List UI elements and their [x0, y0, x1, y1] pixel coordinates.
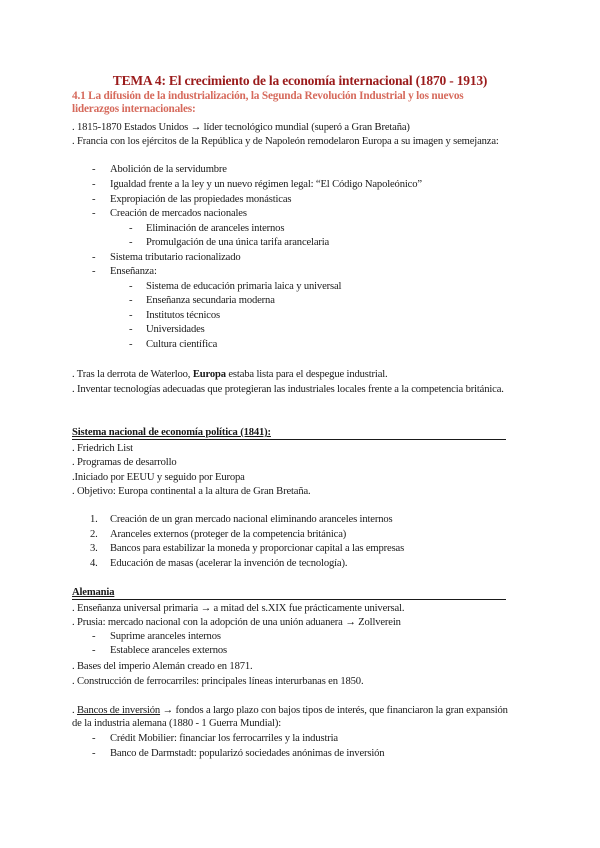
list-item: Sistema tributario racionalizado: [110, 252, 241, 263]
bullet-dash: -: [92, 631, 96, 642]
sistema-line: . Friedrich List: [72, 443, 133, 454]
section-subtitle: 4.1 La difusión de la industrialización, la Segunda Revolución Industrial y los nuevos liderazgos internacionales:: [72, 90, 464, 115]
bullet-dash: -: [92, 179, 96, 190]
list-number: 4.: [90, 558, 98, 569]
waterloo-text-end: estaba lista para el despegue industrial.: [225, 369, 388, 380]
bullet-dash: -: [129, 295, 133, 306]
sistema-line: .Iniciado por EEUU y seguido por Europa: [72, 472, 245, 483]
numbered-item: Aranceles externos (proteger de la competencia británica): [110, 529, 347, 540]
list-item: Enseñanza:: [110, 266, 157, 277]
document-title: TEMA 4: El crecimiento de la economía internacional (1870 - 1913): [112, 73, 488, 88]
bullet-dash: -: [92, 266, 96, 277]
bullet-dash: -: [92, 164, 96, 175]
alemania-line: . Bases del imperio Alemán creado en 1871.: [72, 661, 253, 672]
list-subitem: Universidades: [146, 324, 205, 335]
list-item: Crédit Mobilier: financiar los ferrocarriles y la industria: [110, 733, 338, 744]
bullet-dash: -: [129, 324, 133, 335]
bancos-term: Bancos de inversión: [77, 705, 161, 716]
bullet-dash: -: [129, 281, 133, 292]
sistema-line: . Objetivo: Europa continental a la altura de Gran Bretaña.: [72, 486, 311, 497]
bullet-dash: -: [92, 194, 96, 205]
list-number: 2.: [90, 529, 98, 540]
list-item: Suprime aranceles internos: [110, 631, 221, 642]
list-subitem: Institutos técnicos: [146, 310, 220, 321]
list-subitem: Cultura científica: [146, 339, 218, 350]
bullet-dash: -: [92, 645, 96, 656]
bullet-dash: -: [129, 310, 133, 321]
list-subitem: Enseñanza secundaria moderna: [146, 295, 275, 306]
sistema-heading: Sistema nacional de economía política (1841):: [72, 427, 506, 440]
intro-line-2: . Francia con los ejércitos de la República y de Napoleón remodelaron Europa a su imagen y semejanza:: [72, 136, 499, 147]
numbered-item: Creación de un gran mercado nacional eliminando aranceles internos: [110, 514, 393, 525]
alemania-line: . Prusia: mercado nacional con la adopción de una unión aduanera → Zollverein: [72, 617, 401, 628]
bancos-paragraph: [72, 704, 512, 730]
bancos-prefix: .: [72, 705, 77, 716]
list-item: Abolición de la servidumbre: [110, 164, 227, 175]
bullet-dash: -: [92, 733, 96, 744]
list-item: Banco de Darmstadt: popularizó sociedades anónimas de inversión: [110, 748, 385, 759]
bullet-dash: -: [129, 237, 133, 248]
bullet-dash: -: [129, 223, 133, 234]
intro-line-1: . 1815-1870 Estados Unidos → líder tecnológico mundial (superó a Gran Bretaña): [72, 122, 410, 133]
list-number: 1.: [90, 514, 98, 525]
waterloo-line: [72, 368, 388, 381]
numbered-item: Educación de masas (acelerar la invención de tecnología).: [110, 558, 348, 569]
bancos-text: → fondos a largo plazo con bajos tipos de interés, que financiaron la gran expansión de la industria alemana (1880 - 1 Guerra Mundial):: [72, 705, 508, 729]
alemania-heading: Alemania: [72, 587, 506, 600]
list-number: 3.: [90, 543, 98, 554]
list-subitem: Eliminación de aranceles internos: [146, 223, 285, 234]
alemania-line: . Enseñanza universal primaria → a mitad del s.XIX fue prácticamente universal.: [72, 603, 405, 614]
bullet-dash: -: [129, 339, 133, 350]
list-item: Expropiación de las propiedades monásticas: [110, 194, 292, 205]
waterloo-bold: Europa: [192, 369, 226, 380]
waterloo-text: . Tras la derrota de Waterloo,: [72, 369, 193, 380]
inventar-line: . Inventar tecnologías adecuadas que protegieran las industriales locales frente a la competencia británica.: [72, 384, 504, 395]
bullet-dash: -: [92, 748, 96, 759]
bullet-dash: -: [92, 252, 96, 263]
alemania-line: . Construcción de ferrocarriles: principales líneas interurbanas en 1850.: [72, 676, 364, 687]
list-subitem: Promulgación de una única tarifa arancelaria: [146, 237, 330, 248]
list-item: Igualdad frente a la ley y un nuevo régimen legal: “El Código Napoleónico”: [110, 179, 422, 190]
list-item: Establece aranceles externos: [110, 645, 227, 656]
list-item: Creación de mercados nacionales: [110, 208, 247, 219]
sistema-line: . Programas de desarrollo: [72, 457, 177, 468]
bullet-dash: -: [92, 208, 96, 219]
list-subitem: Sistema de educación primaria laica y universal: [146, 281, 342, 292]
numbered-item: Bancos para estabilizar la moneda y proporcionar capital a las empresas: [110, 543, 405, 554]
